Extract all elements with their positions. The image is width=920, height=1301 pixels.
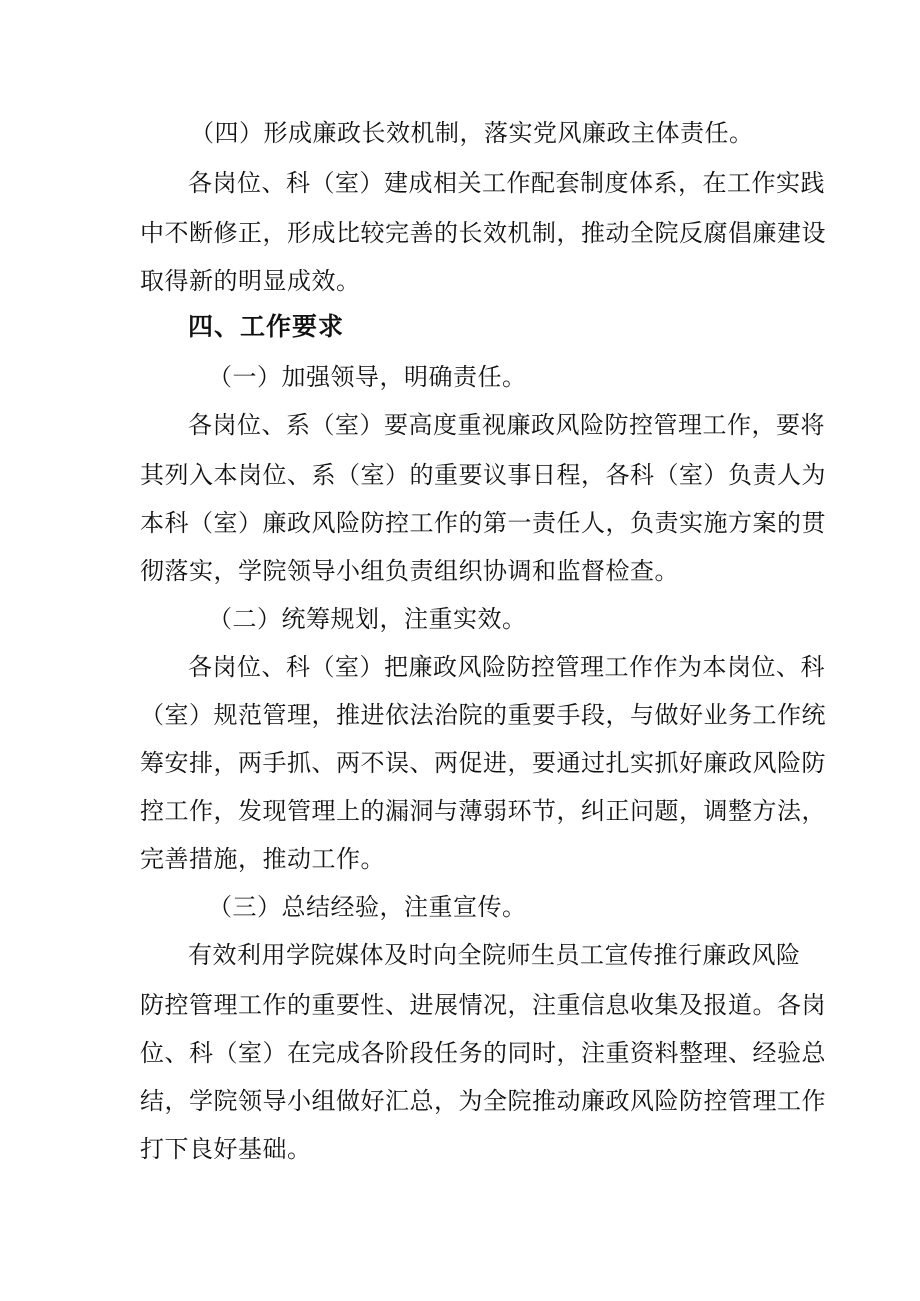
item4-title: （四）形成廉政长效机制，落实党风廉政主体责任。 — [190, 119, 754, 147]
paragraph-line: （室）规范管理，推进依法治院的重要手段，与做好业务工作统 — [140, 701, 826, 729]
paragraph-line: 打下良好基础。 — [140, 1135, 312, 1163]
paragraph-line: 各岗位、科（室）把廉政风险防控管理工作作为本岗位、科 — [188, 653, 825, 681]
item2-title: （二）统筹规划，注重实效。 — [208, 605, 527, 633]
paragraph-line: 各岗位、科（室）建成相关工作配套制度体系，在工作实践 — [188, 169, 825, 197]
item1-title: （一）加强领导，明确责任。 — [208, 363, 527, 391]
paragraph-line: 完善措施，推动工作。 — [140, 845, 385, 873]
item3-title: （三）总结经验，注重宣传。 — [208, 893, 527, 921]
paragraph-line: 彻落实，学院领导小组负责组织协调和监督检查。 — [140, 557, 679, 585]
paragraph-line: 筹安排，两手抓、两不误、两促进，要通过扎实抓好廉政风险防 — [140, 749, 826, 777]
paragraph-line: 本科（室）廉政风险防控工作的第一责任人，负责实施方案的贯 — [140, 509, 826, 537]
section-heading: 四、工作要求 — [188, 312, 345, 341]
paragraph-line: 有效利用学院媒体及时向全院师生员工宣传推行廉政风险 — [188, 941, 801, 969]
paragraph-line: 控工作，发现管理上的漏洞与薄弱环节，纠正问题，调整方法， — [140, 797, 826, 825]
paragraph-line: 各岗位、系（室）要高度重视廉政风险防控管理工作，要将 — [188, 411, 825, 439]
paragraph-line: 中不断修正，形成比较完善的长效机制，推动全院反腐倡廉建设 — [140, 219, 826, 247]
paragraph-line: 位、科（室）在完成各阶段任务的同时，注重资料整理、经验总 — [140, 1039, 826, 1067]
paragraph-line: 其列入本岗位、系（室）的重要议事日程，各科（室）负责人为 — [140, 461, 826, 489]
paragraph-line: 取得新的明显成效。 — [140, 267, 361, 295]
paragraph-line: 防控管理工作的重要性、进展情况，注重信息收集及报道。各岗 — [140, 991, 826, 1019]
paragraph-line: 结，学院领导小组做好汇总，为全院推动廉政风险防控管理工作 — [140, 1087, 826, 1115]
